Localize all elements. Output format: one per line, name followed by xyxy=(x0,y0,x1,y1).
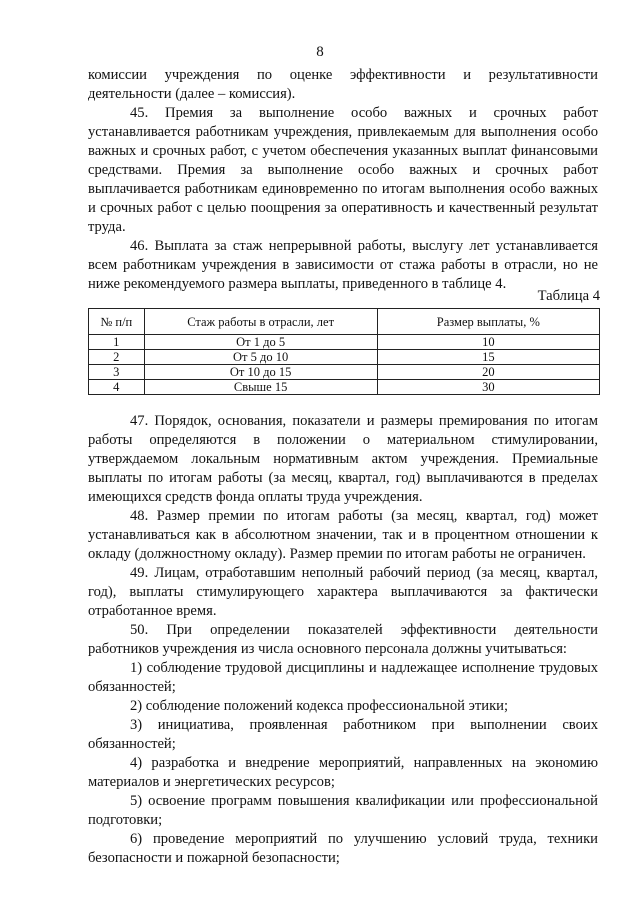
list-item: 1) соблюдение трудовой дисциплины и надлежащее исполнение трудовых обязанностей; xyxy=(88,660,598,695)
cell-number: 4 xyxy=(89,380,145,395)
text-block-top xyxy=(88,66,598,294)
paragraph-continuation: комиссии учреждения по оценке эффективности и результативности деятельности (далее – комиссия). xyxy=(88,67,598,102)
table-row xyxy=(89,380,600,395)
table-caption: Таблица 4 xyxy=(537,288,600,304)
list-item: 5) освоение программ повышения квалификации или профессиональной подготовки; xyxy=(88,793,598,828)
paragraph-50: 50. При определении показателей эффективности деятельности работников учреждения из числа основного персонала должны учитываться: xyxy=(88,622,598,657)
list-item: 2) соблюдение положений кодекса профессиональной этики; xyxy=(130,698,509,714)
table-row xyxy=(89,365,600,380)
table-row xyxy=(89,350,600,365)
list-item: 3) инициатива, проявленная работником при выполнении своих обязанностей; xyxy=(88,717,598,752)
header-number: № п/п xyxy=(89,309,145,335)
cell-seniority: Свыше 15 xyxy=(144,380,377,395)
list-item: 6) проведение мероприятий по улучшению условий труда, техники безопасности и пожарной безопасности; xyxy=(88,831,598,866)
header-payment-size: Размер выплаты, % xyxy=(377,309,599,335)
paragraph-45: 45. Премия за выполнение особо важных и срочных работ устанавливается работникам учреждения, привлекаемым для выполнения особо важных и срочных работ, с учетом обеспечения указанных выплат финансовыми средствами. Премия за выполнение особо важных и срочных работ выплачивается работникам единовременно по итогам выполнения особо важных и срочных работ с целью поощрения за оперативность и качественный результат труда. xyxy=(88,105,598,235)
list-item: 4) разработка и внедрение мероприятий, направленных на экономию материалов и энергетических ресурсов; xyxy=(88,755,598,790)
cell-number: 2 xyxy=(89,350,145,365)
paragraph-49: 49. Лицам, отработавшим неполный рабочий период (за месяц, квартал, год), выплаты стимулирующего характера выплачиваются за фактически отработанное время. xyxy=(88,565,598,619)
cell-number: 1 xyxy=(89,335,145,350)
cell-seniority: От 1 до 5 xyxy=(144,335,377,350)
seniority-table xyxy=(88,308,600,395)
table-header-row xyxy=(89,309,600,335)
cell-payment: 15 xyxy=(377,350,599,365)
page-number: 8 xyxy=(316,44,324,60)
paragraph-47: 47. Порядок, основания, показатели и размеры премирования по итогам работы определяются в положении о материальном стимулировании, утверждаемом локальным нормативным актом учреждения. Премиальные выплаты по итогам работы (за месяц, квартал, год) выплачиваются в пределах имеющихся средств фонда оплаты труда учреждения. xyxy=(88,413,598,505)
header-seniority: Стаж работы в отрасли, лет xyxy=(144,309,377,335)
text-block-bottom xyxy=(88,412,598,868)
paragraph-48: 48. Размер премии по итогам работы (за месяц, квартал, год) может устанавливаться как в абсолютном значении, так и в процентном отношении к окладу (должностному окладу). Размер премии по итогам работы не ограничен. xyxy=(88,508,598,562)
paragraph-46: 46. Выплата за стаж непрерывной работы, выслугу лет устанавливается всем работникам учреждения в зависимости от стажа работы в отрасли, но не ниже рекомендуемого размера выплаты, приведенного в таблице 4. xyxy=(88,238,598,292)
cell-seniority: От 10 до 15 xyxy=(144,365,377,380)
cell-seniority: От 5 до 10 xyxy=(144,350,377,365)
cell-payment: 30 xyxy=(377,380,599,395)
cell-payment: 10 xyxy=(377,335,599,350)
cell-payment: 20 xyxy=(377,365,599,380)
cell-number: 3 xyxy=(89,365,145,380)
table-row xyxy=(89,335,600,350)
